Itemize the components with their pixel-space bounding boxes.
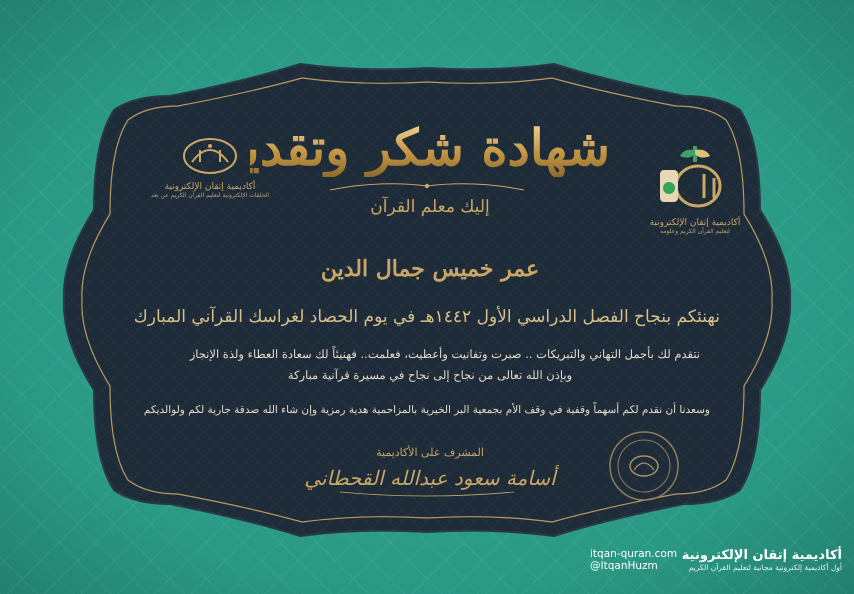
footer-academy [682,548,842,572]
message-line-2: وبإذن الله تعالى من نجاح إلى نجاح في مسيرة قرآنية مباركة [287,368,573,382]
footer-academy-tagline: أول أكاديمية إلكترونية مجانية لتعليم القرآن الكريم [688,563,842,572]
itqan-whatsapp-logo-icon [640,140,750,214]
footer-academy-name: أكاديمية إتقان الإلكترونية [681,548,842,563]
message-line-3: وسعدنا أن نقدم لكم أسهماً وقفية في وقف الأم بجمعية البر الخيرية بالمزاحمية هدية رمزية وإن شاء الله صدقة جارية لكم ولوالديكم [143,404,710,416]
recipient-name: عمر خميس جمال الدين [320,256,540,282]
logo-right [640,140,750,235]
congratulation-line: نهنئكم بنجاح الفصل الدراسي الأول ١٤٤٢هـ في يوم الحصاد لغراسك القرآني المبارك [133,307,720,327]
certificate-subtitle: إليك معلم القرآن [370,197,490,217]
certificate-title: شهادة شكر وتقدير [218,118,610,177]
footer-contact [590,548,677,572]
message-line-1: نتقدم لك بأجمل التهاني والتبريكات .. صبرت وتفانيت وأعطيت، فعلمت.. فهنيئاً لك سعادة العطاء ولذة الإنجاز [189,347,700,361]
website-link[interactable]: itqan-quran.com [590,548,678,560]
logo-left-sub: الحلقات الإلكترونية لتعليم القرآن الكريم عن بعد [150,192,270,199]
logo-right-sub: لتعليم القرآن الكريم وعلومه [660,228,730,235]
logo-right-name: أكاديمية إتقان الإلكترونية [649,218,741,228]
supervisor-signature: أسامة سعود عبدالله القحطاني [304,466,556,490]
academy-seal-icon [606,428,682,504]
supervisor-label: المشرف على الأكاديمية [376,446,484,459]
logo-left-name: أكاديمية إتقان الإلكترونية [164,182,256,192]
social-handle[interactable]: @ItqanHuzm [590,560,658,572]
